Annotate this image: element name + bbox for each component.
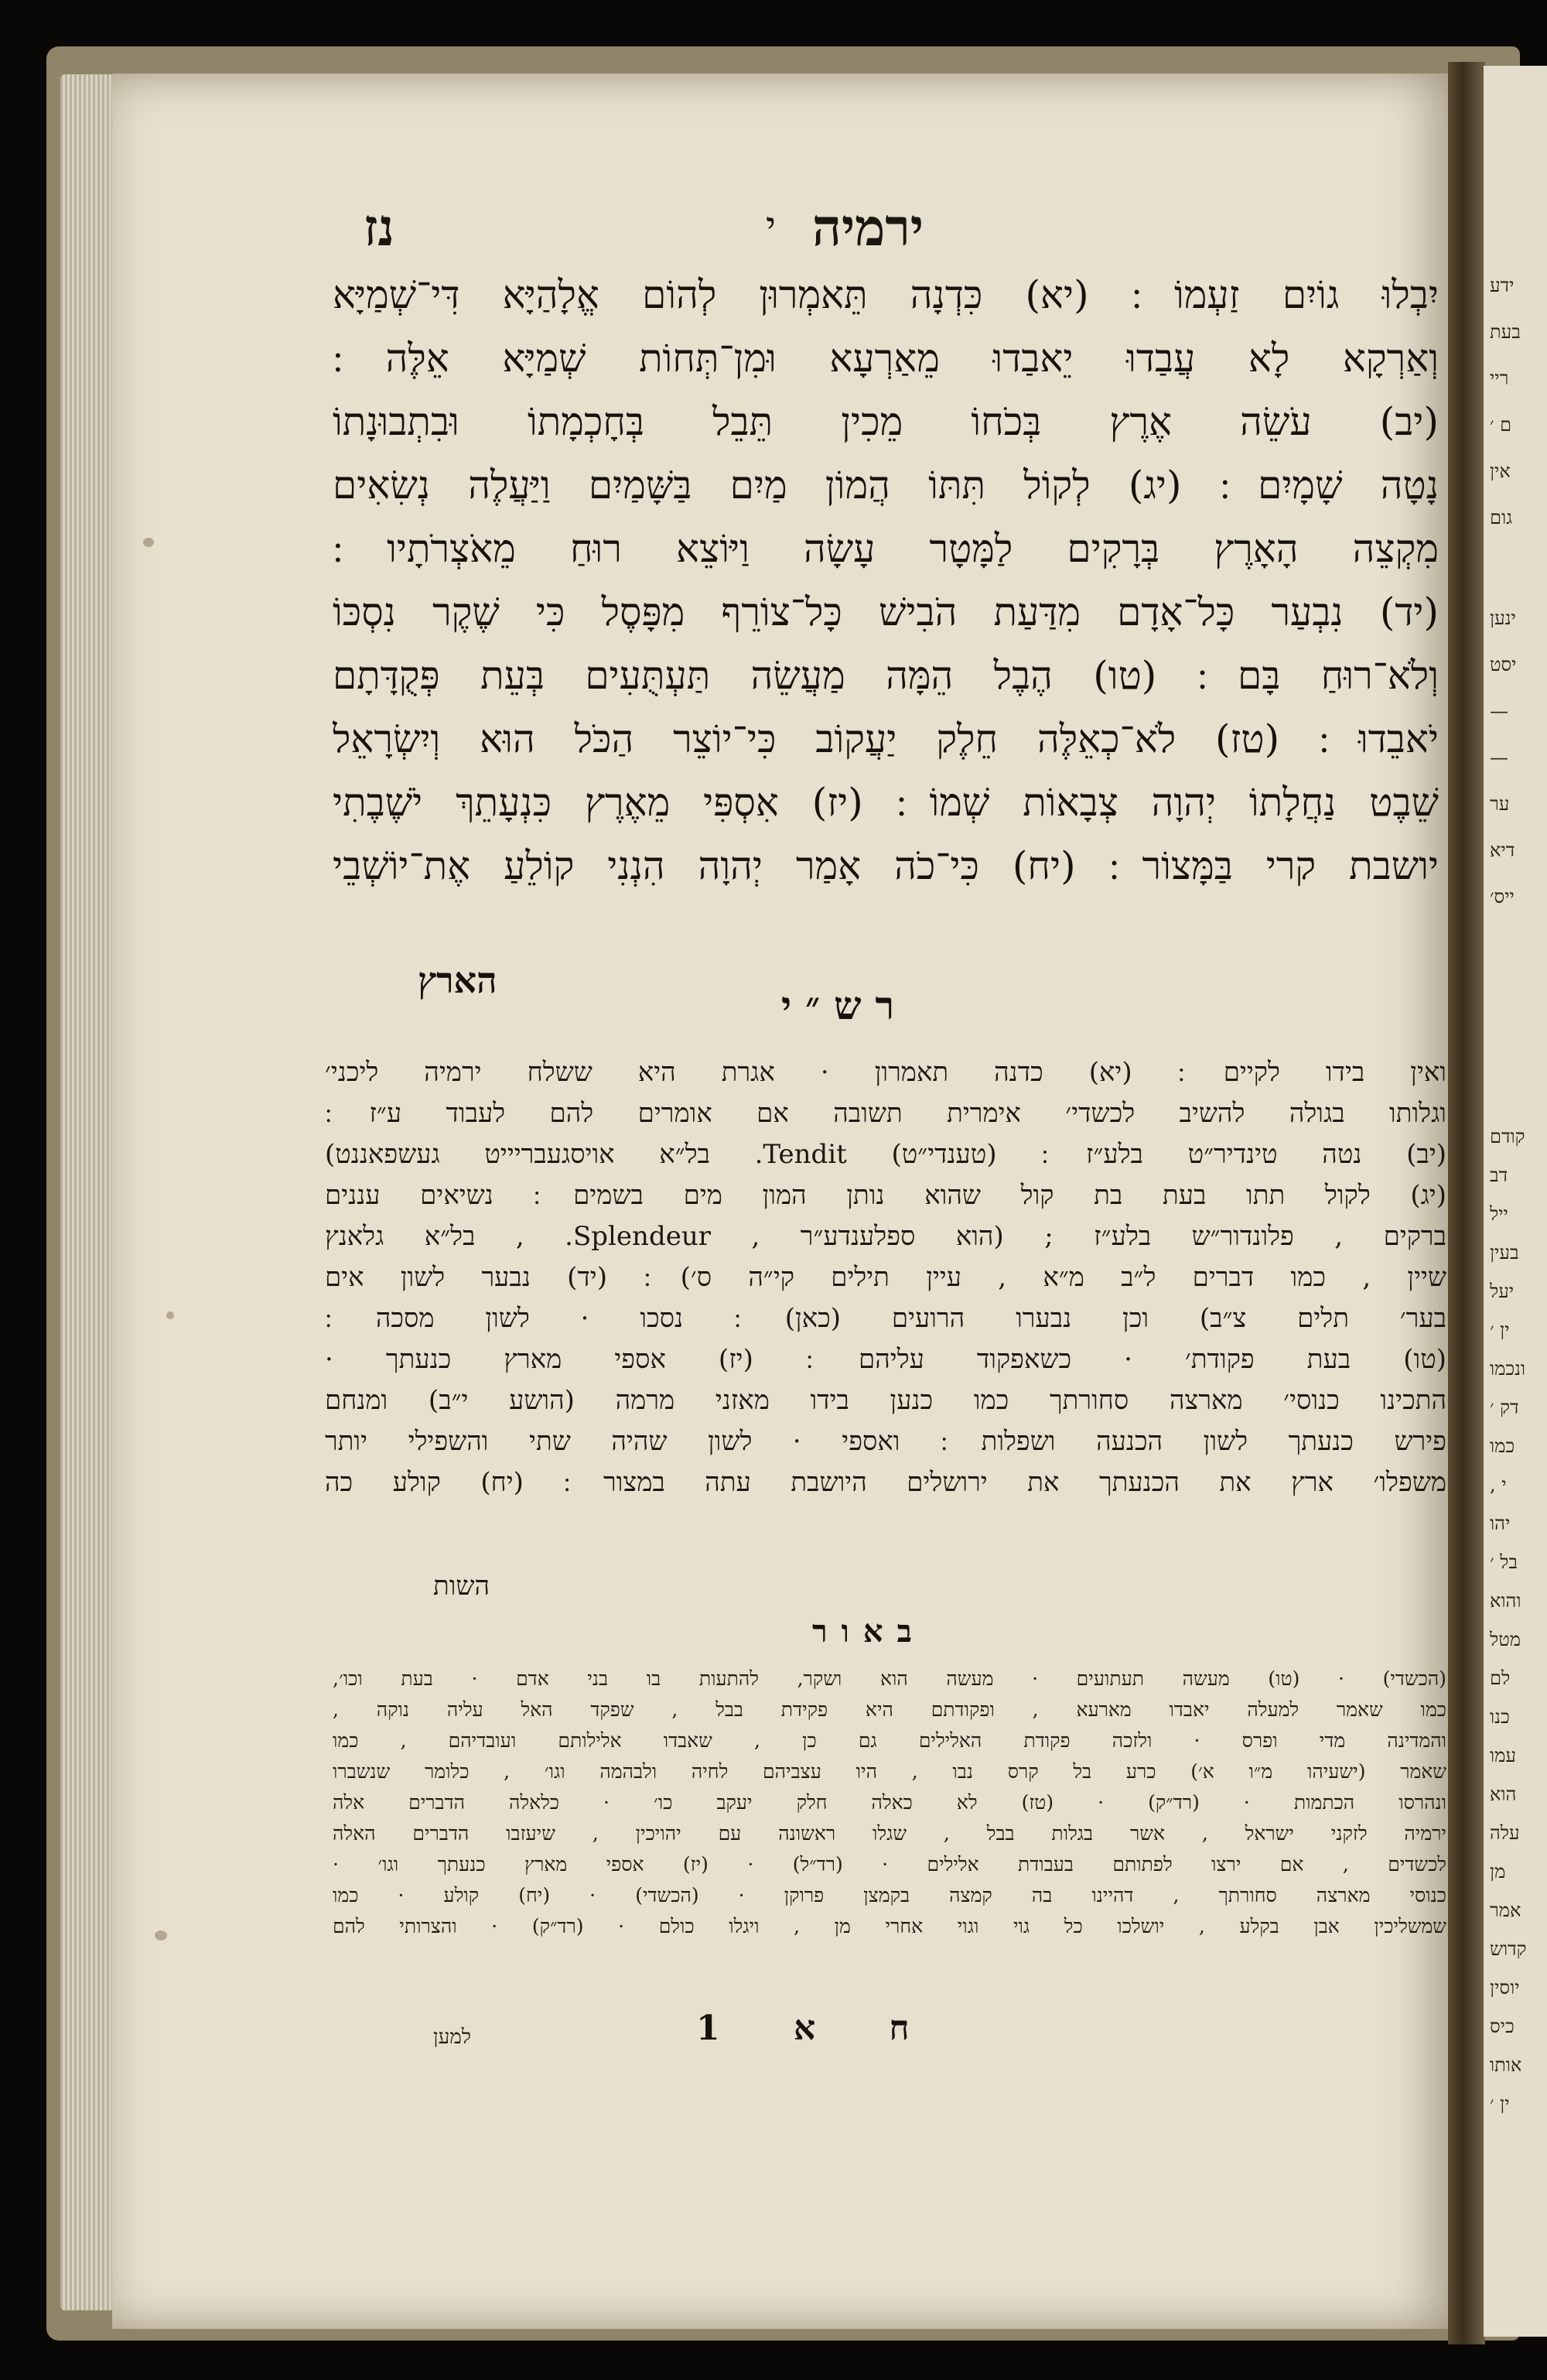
biur-line: לכשדים , אם ירצו לפתותם בעבודת אלילים · (רד״ל) · (יז) אספי מארץ כנעתך וגו׳ · [333, 1853, 1446, 1876]
right-page-fragment: קודם [1490, 1126, 1525, 1147]
right-page-fragment: כנו [1490, 1706, 1510, 1728]
right-page-fragment: ין ׳ [1490, 2093, 1510, 2115]
right-page-fragment: ידע [1490, 275, 1515, 296]
book-gutter [1448, 62, 1485, 2344]
biur-line: ירמיה לזקני ישראל , אשר בגלות בבל , שגלו ראשונה עם יהויכין , שיעזבו הדברים האלה [333, 1822, 1446, 1845]
catchword: הארץ [418, 959, 497, 1001]
page-edges [60, 74, 114, 2310]
rashi-line: (יב) נטה טינדיר״ט בלע״ז ׃ (טענדי״ט) Tendit. בל״א אויסגעבריייט געשפאננט) [325, 1139, 1446, 1170]
right-page-fragment: ייס׳ [1490, 886, 1515, 908]
verse-line: מִקְצֵה הָאָרֶץ בְּרָקִים לַמָּטָר עָשָׂה וַיּוֹצֵא רוּחַ מֵאֹצְרֹתָיו ׃ [333, 526, 1439, 571]
right-page-fragment: בעת [1490, 321, 1521, 343]
right-page-edge [1484, 66, 1547, 2337]
rashi-commentary [325, 1052, 1446, 1503]
scripture-text [333, 263, 1439, 898]
right-page-fragment: אין [1490, 460, 1511, 482]
verse-line: יושבת קרי בַּמָּצוֹר ׃ (יח) כִּי־כֹה אָמַר יְהוָה הִנְנִי קוֹלֵעַ אֶת־יוֹשְׁבֵי [333, 843, 1439, 888]
biur-line: והמדינה מדי ופרס · ולזכה פקודת האלילים גם כן , שאבדו אלילותם ועובדיהם , כמו [333, 1729, 1446, 1752]
right-page-fragment: ייל [1490, 1203, 1508, 1225]
rashi-line: משפלו׳ ארץ את הכנעתך את ירושלים היושבת עתה במצור ׃ (יח) קולע כה [325, 1467, 1446, 1498]
verse-line: שֵׁבֶט נַחֲלָתוֹ יְהוָה צְבָאוֹת שְׁמוֹ ׃ (יז) אִסְפִּי מֵאֶרֶץ כִּנְעָתֵךְ יֹשֶׁבֶתִי [333, 780, 1439, 825]
right-page-fragment: והוא [1490, 1590, 1521, 1612]
rashi-line: ואין בידו לקיים ׃ (יא) כדנה תאמרון · אגרת היא ששלח ירמיה ליכני׳ [325, 1057, 1446, 1088]
biur-line: (הכשדי) · (טו) מעשה תעתועים · מעשה הוא ושקר, להתעות בו בני אדם · בעת וכו׳, [333, 1667, 1446, 1690]
right-page-fragment: לם [1490, 1667, 1511, 1689]
right-page-fragment: דב [1490, 1164, 1508, 1186]
right-page-fragment: יהו [1490, 1513, 1511, 1534]
right-page-fragment: דק ׳ [1490, 1397, 1519, 1418]
verse-line: נָטָה שָׁמָיִם ׃ (יג) לְקוֹל תִּתּוֹ הֲמוֹן מַיִם בַּשָּׁמַיִם וַיַּעֲלֶה נְשִׂאִים [333, 463, 1439, 508]
right-page-fragment: קדוש [1490, 1938, 1527, 1960]
biur-line: שמשליכין אבן בקלע , יושלכו כל גוי וגוי אחרי מן , ויגלו כולם · (רד״ק) · והצרותי להם [333, 1915, 1446, 1937]
verse-line: יֹאבֵדוּ ׃ (טז) לֹא־כְאֵלֶּה חֵלֶק יַעֲקוֹב כִּי־יוֹצֵר הַכֹּל הוּא וְיִשְׂרָאֵל [333, 716, 1439, 761]
right-page-fragment: י , [1490, 1474, 1507, 1496]
right-page-fragment: בל ׳ [1490, 1551, 1518, 1573]
biur-heading: באור [812, 1613, 926, 1650]
rashi-line: שיין , כמו דברים ל״ב מ״א , עיין תילים קי״ה ס׳) ׃ (יד) נבער לשון אים [325, 1262, 1446, 1293]
verse-line: יִבְלוּ גוֹיִם זַעְמוֹ ׃ (יא) כִּדְנָה תֵּאמְרוּן לְהוֹם אֱלָהַיָּא דִּי־שְׁמַיָּא [333, 272, 1439, 317]
running-header [364, 197, 1446, 259]
verse-line: (יד) נִבְעַר כָּל־אָדָם מִדַּעַת הֹבִישׁ כָּל־צוֹרֵף מִפָּסֶל כִּי שֶׁקֶר נִסְכּוֹ [333, 590, 1439, 634]
biur-line: ונהרסו הכתמות · (רד״ק) · (טז) לא כאלה חלק יעקב כו׳ · כלאלה הדברים אלה [333, 1791, 1446, 1814]
right-page-fragment: יעל [1490, 1281, 1515, 1302]
foxing-spot [155, 1930, 167, 1941]
right-page-fragment: ריי [1490, 368, 1509, 389]
signature-mark: ח א 1 [696, 2009, 941, 2048]
right-page-fragment: ם ׳ [1490, 414, 1512, 436]
verse-line: (יב) עֹשֵׂה אֶרֶץ בְּכֹחוֹ מֵכִין תֵּבֵל בְּחָכְמָתוֹ וּבִתְבוּנָתוֹ [333, 399, 1439, 444]
biur-line: שאמר (ישעיהו מ״ו א׳) כרע בל קרס נבו , היו עצביהם לחיה ולבהמה וגו׳ , כלומר שנשברו [333, 1760, 1446, 1783]
rashi-line: וגלותו בגולה להשיב לכשדי׳ אימרית תשובה אם אומרים להם לעבוד ע״ז ׃ [325, 1098, 1446, 1129]
biur-line: כמו שאמר למעלה יאבדו מארעא , ופקודתם היא פקידת בבל , שפקד האל עליה נוקה , [333, 1698, 1446, 1721]
rashi-line: התכינו כנוסי׳ מארצה סחורתך כמו כנען בידו מאזני מרמה (הושע י״ב) ומנחם [325, 1385, 1446, 1416]
right-page-fragment: עלה [1490, 1822, 1520, 1844]
right-page-fragment: אמר [1490, 1900, 1521, 1921]
verse-line: וְאַרְקָא לָא עֲבַדוּ יֵאבַדוּ מֵאַרְעָא וּמִן־תְּחוֹת שְׁמַיָּא אֵלֶּה ׃ [333, 336, 1439, 381]
right-page-fragment: גום [1490, 507, 1513, 528]
foxing-spot [143, 538, 154, 547]
right-page-fragment: ונכמו [1490, 1358, 1526, 1380]
right-page-fragment: כמו [1490, 1435, 1515, 1457]
book-title: ירמיה [812, 197, 924, 258]
right-page-fragment: ער [1490, 793, 1510, 815]
right-page-fragment: ינען [1490, 607, 1516, 629]
page-number: נז [364, 197, 394, 258]
right-page-fragment: מן [1490, 1861, 1506, 1882]
right-page-fragment: אותו [1490, 2054, 1522, 2076]
rashi-line: (טו) בעת פקודת׳ · כשאפקוד עליהם ׃ (יז) אספי מארץ כנעתך · [325, 1344, 1446, 1375]
foxing-spot [166, 1311, 174, 1319]
biur-commentary [333, 1664, 1446, 1942]
biur-catchword: למען [433, 2026, 471, 2049]
right-page-fragment: יוסין [1490, 1977, 1520, 1999]
rashi-line: (יג) לקול תתו בעת בת קול שהוא נותן המון מים בשמים ׃ נשיאים עננים [325, 1180, 1446, 1211]
biur-line: כנוסי מארצה סחורתך , דהיינו בה קמצה בקמצן פרוקן · (הכשדי) · (יח) קולע · כמו [333, 1884, 1446, 1906]
right-page-fragment: ין ׳ [1490, 1319, 1510, 1341]
right-page-fragment: — [1490, 700, 1508, 722]
right-page-fragment: דיא [1490, 839, 1515, 861]
rashi-catchword: השות [433, 1571, 490, 1602]
right-page-fragment: כיס [1490, 2016, 1515, 2037]
rashi-line: פירש כנעתך לשון הכנעה ושפלות ׃ ואספי · לשון שהיה שתי והשפילי יותר [325, 1426, 1446, 1457]
right-page-fragment: הוא [1490, 1783, 1517, 1805]
right-page-fragment: עמו [1490, 1745, 1516, 1766]
verse-line: וְלֹא־רוּחַ בָּם ׃ (טו) הֶבֶל הֵמָּה מַעֲשֵׂה תַּעְתֻּעִים בְּעֵת פְּקֻדָּתָם [333, 653, 1439, 698]
rashi-line: בער׳ תלים צ״ב) וכן נבערו הרועים (כאן) ׃ נסכו · לשון מסכה ׃ [325, 1303, 1446, 1334]
right-page-fragment: — [1490, 747, 1508, 768]
rashi-line: ברקים , פלונדור״ש בלע״ז ; (הוא ספלענדע״ר , Splendeur. , בל״א גלאנץ [325, 1221, 1446, 1252]
right-page-fragment: מטל [1490, 1629, 1521, 1650]
right-page-fragment: יסט [1490, 654, 1517, 675]
right-page-fragment: בעין [1490, 1242, 1519, 1264]
rashi-heading: רש״י [781, 983, 909, 1028]
header-separator: י [766, 203, 777, 248]
